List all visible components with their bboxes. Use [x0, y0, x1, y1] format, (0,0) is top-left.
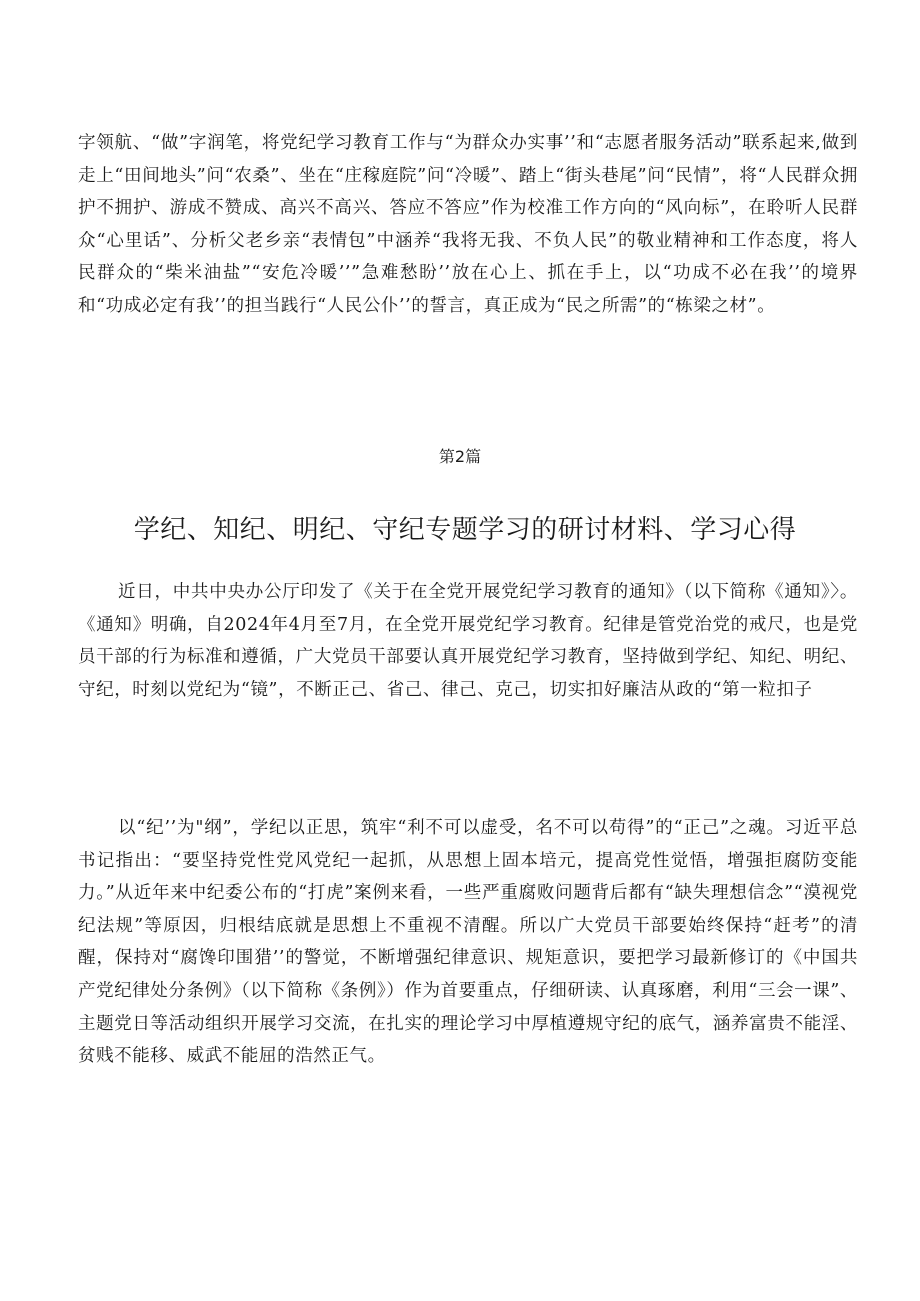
section-label: 第2篇	[438, 447, 482, 466]
intro-paragraph: 近日，中共中央办公厅印发了《关于在全党开展党纪学习教育的通知》（以下简称《通知》〉。《通知》明确，自2024年4月至7月，在全党开展党纪学习教育。纪律是管党治党的戒尺，也是党员干部的行为标准和遵循，广大党员干部要认真开展党纪学习教育，坚持做到学纪、知纪、明纪、守纪，时刻以党纪为“镜”，不断正己、省己、律己、克己，切实扣好廉洁从政的“第一粒扣子	[78, 582, 858, 700]
continued-paragraph: 字领航、“做”字润笔，将党纪学习教育工作与“为群众办实事’’和“志愿者服务活动”联系起来,做到走上“田间地头”问“农桑”、坐在“庄稼庭院”问“冷暖”、踏上“街头巷尾”问“民情”，将“人民群众拥护不拥护、游成不赞成、高兴不高兴、答应不答应”作为校准工作方向的“风向标”，在聆听人民群众“心里话”、分析父老乡亲“表情包”中涵养“我将无我、不负人民”的敬业精神和工作态度，将人民群众的“柴米油盐”“安危冷暖’’”急难愁盼’’放在心上、抓在手上，以“功成不必在我’’的境界和“功成必定有我’’的担当践行“人民公仆’’的誓言，真正成为“民之所需”的“栋梁之材”。	[78, 133, 858, 316]
body-paragraph: 以“纪’’为"纲”，学纪以正思，筑牢“利不可以虚受，名不可以苟得”的“正己”之魂。习近平总书记指出：“要坚持党性党风党纪一起抓，从思想上固本培元，提高党性觉悟，增强拒腐防变能力。”从近年来中纪委公布的“打虎”案例来看，一些严重腐败问题背后都有“缺失理想信念”“漠视党纪法规”等原因，归根结底就是思想上不重视不清醒。所以广大党员干部要始终保持“赶考”的清醒，保持对“腐馋印围猎’’的警觉，不断增强纪律意识、规矩意识，要把学习最新修订的《中国共产党纪律处分条例》（以下简称《条例》）作为首要重点，仔细研读、认真琢磨，利用“三会一课”、主题党日等活动组织开展学习交流，在扎实的理论学习中厚植遵规守纪的底气，涵养富贵不能淫、贫贱不能移、威武不能屈的浩然正气。	[78, 818, 858, 1067]
document-title: 学纪、知纪、明纪、守纪专题学习的研讨材料、学习心得	[133, 515, 797, 545]
